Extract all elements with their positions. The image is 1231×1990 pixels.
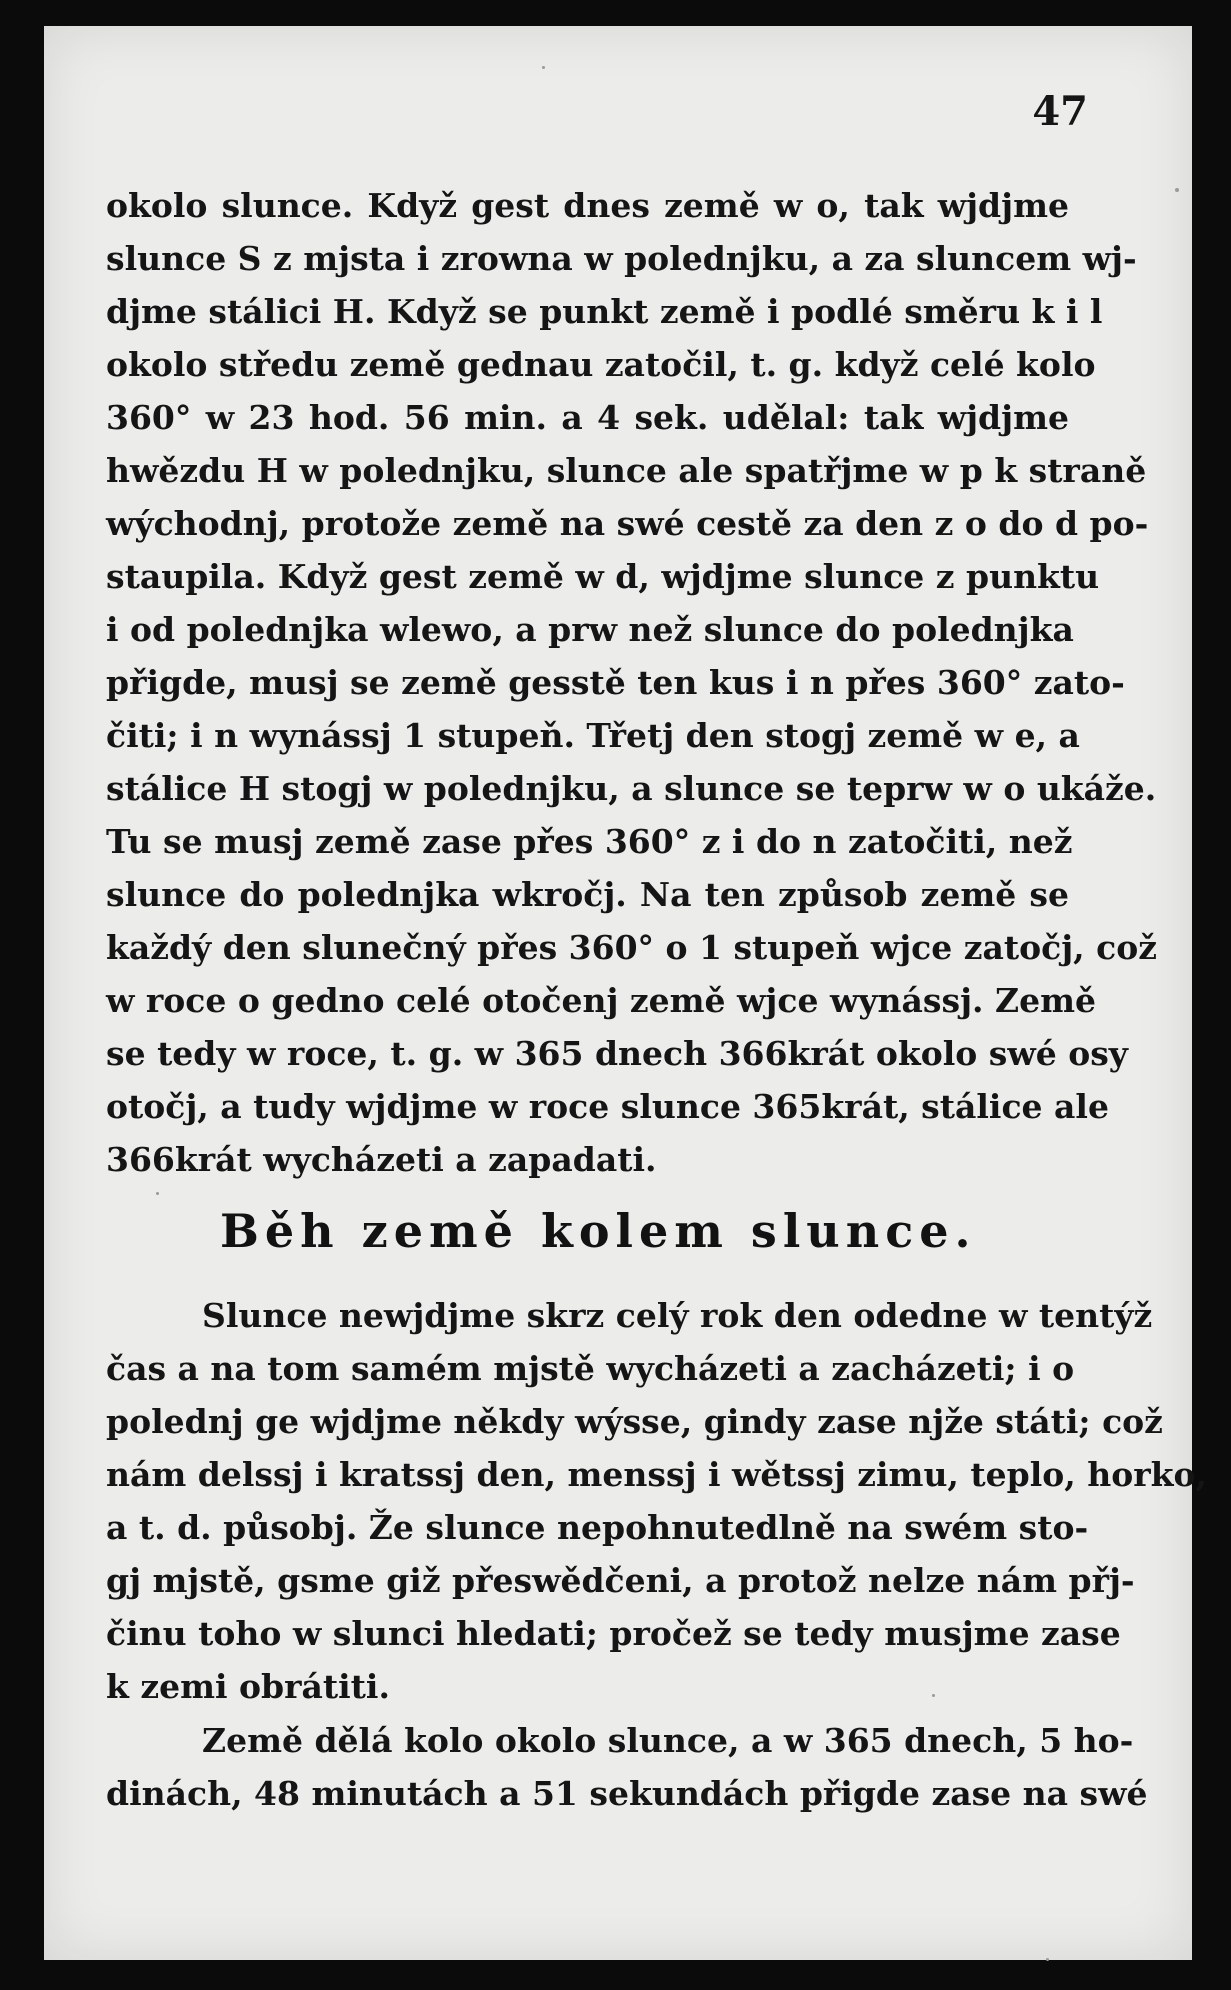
text-line: wýchodnj, protože země na swé cestě za den z o do d po- [106, 504, 1149, 543]
text-line: w roce o gedno celé otočenj země wjce wynássj. Země [106, 981, 1096, 1020]
text-line: gj mjstě, gsme giž přeswědčeni, a protož nelze nám přj- [106, 1561, 1135, 1600]
text-line: otočj, a tudy wjdjme w roce slunce 365krát, stálice ale [106, 1087, 1109, 1126]
text-line: hwězdu H w polednjku, slunce ale spatřjme w p k straně [106, 451, 1147, 490]
text-line: čiti; i n wynássj 1 stupeň. Třetj den stogj země w e, a [106, 716, 1080, 755]
paragraph-3 [106, 1714, 1148, 1820]
text-line: okolo slunce. Když gest dnes země w o, tak wjdjme [106, 186, 1069, 225]
text-line: Tu se musj země zase přes 360° z i do n zatočiti, než [106, 822, 1073, 861]
text-line: staupila. Když gest země w d, wjdjme slunce z punktu [106, 557, 1100, 596]
text-line: stálice H stogj w polednjku, a slunce se teprw w o ukáže. [106, 769, 1157, 808]
paper-speck [1046, 1958, 1049, 1961]
text-line: a t. d. působj. Že slunce nepohnutedlně na swém sto- [106, 1508, 1089, 1547]
paper-speck [542, 66, 545, 69]
text-line: činu toho w slunci hledati; pročež se tedy musjme zase [106, 1614, 1121, 1653]
section-heading: Běh země kolem slunce. [220, 1204, 977, 1258]
text-line: se tedy w roce, t. g. w 365 dnech 366krát okolo swé osy [106, 1034, 1128, 1073]
text-line: čas a na tom samém mjstě wycházeti a zacházeti; i o [106, 1349, 1075, 1388]
text-line: k zemi obrátiti. [106, 1667, 390, 1706]
text-line: každý den slunečný přes 360° o 1 stupeň wjce zatočj, což [106, 928, 1157, 967]
paper-speck [156, 1192, 159, 1195]
text-line: i od polednjka wlewo, a prw než slunce do polednjka [106, 610, 1074, 649]
text-line: djme stálici H. Když se punkt země i podlé směru k i l [106, 292, 1103, 331]
text-line: Slunce newjdjme skrz celý rok den odedne w tentýž [202, 1296, 1153, 1335]
paragraph-1 [106, 179, 1157, 1186]
text-line: slunce do polednjka wkročj. Na ten způsob země se [106, 875, 1069, 914]
text-line: slunce S z mjsta i zrowna w polednjku, a za sluncem wj- [106, 239, 1137, 278]
page-number: 47 [1032, 88, 1088, 135]
text-line: 366krát wycházeti a zapadati. [106, 1140, 657, 1179]
text-line: 360° w 23 hod. 56 min. a 4 sek. udělal: tak wjdjme [106, 398, 1069, 437]
paper-speck [1175, 188, 1179, 192]
text-line: nám delssj i kratssj den, menssj i wětssj zimu, teplo, horko, [106, 1455, 1208, 1494]
text-line: polednj ge wjdjme někdy wýsse, gindy zase njže státi; což [106, 1402, 1163, 1441]
text-line: Země dělá kolo okolo slunce, a w 365 dnech, 5 ho- [202, 1721, 1134, 1760]
paragraph-2 [106, 1289, 1208, 1713]
text-line: okolo středu země gednau zatočil, t. g. když celé kolo [106, 345, 1096, 384]
text-line: dinách, 48 minutách a 51 sekundách přigde zase na swé [106, 1774, 1148, 1813]
text-line: přigde, musj se země gesstě ten kus i n přes 360° zato- [106, 663, 1125, 702]
